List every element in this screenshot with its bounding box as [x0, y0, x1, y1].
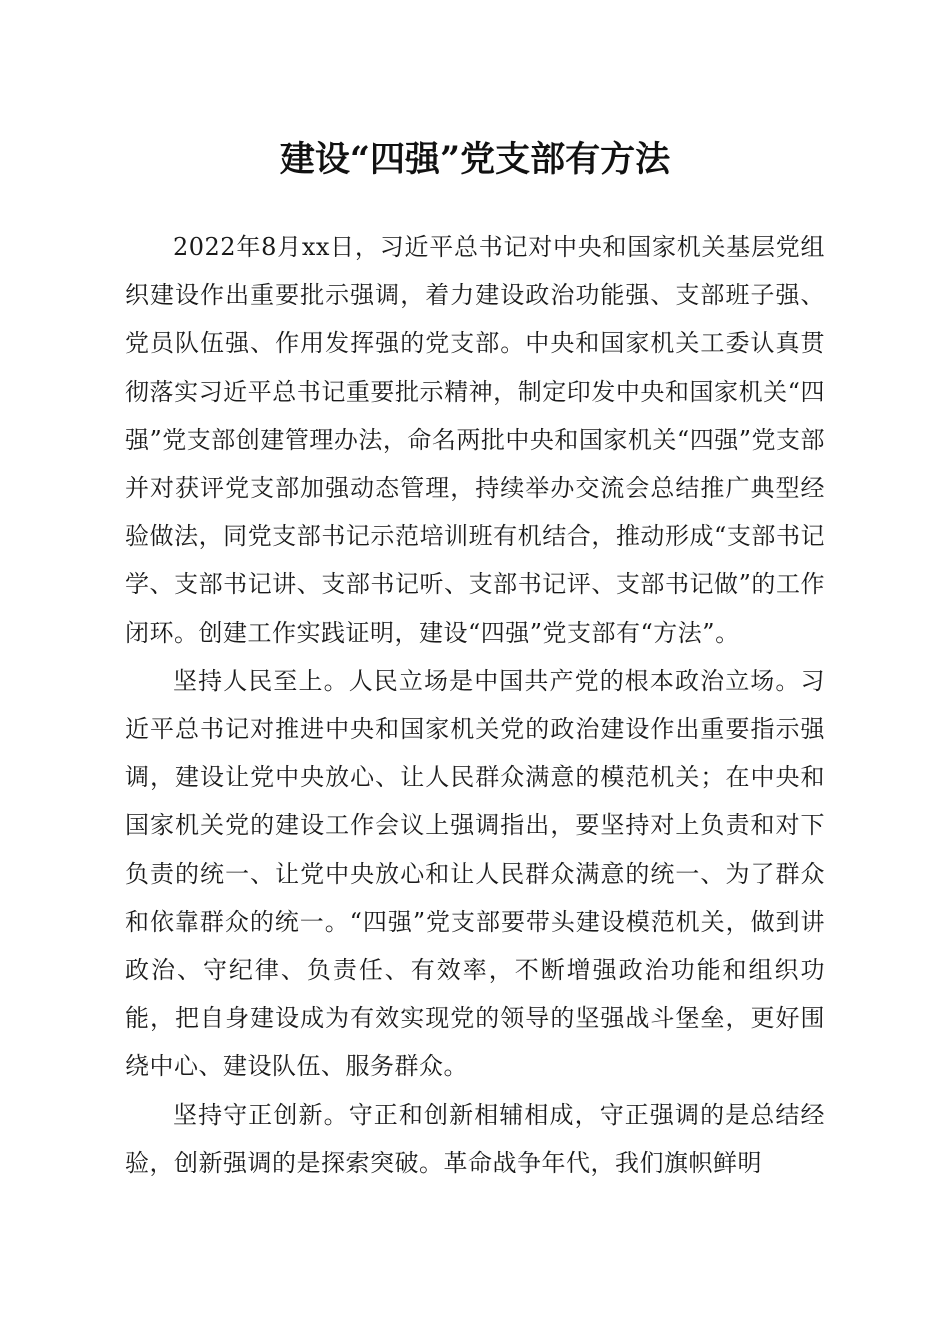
document-title: 建设“四强”党支部有方法 — [279, 139, 671, 180]
document-body — [125, 223, 825, 1187]
paragraph-intro: 2022年8月xx日，习近平总书记对中央和国家机关基层党组织建设作出重要批示强调，着力建设政治功能强、支部班子强、党员队伍强、作用发挥强的党支部。中央和国家机关工委认真贯彻落实习近平总书记重要批示精神，制定印发中央和国家机关“四强”党支部创建管理办法，命名两批中央和国家机关“四强”党支部并对获评党支部加强动态管理，持续举办交流会总结推广典型经验做法，同党支部书记示范培训班有机结合，推动形成“支部书记学、支部书记讲、支部书记听、支部书记评、支部书记做”的工作闭环。创建工作实践证明，建设“四强”党支部有“方法”。 — [125, 233, 825, 647]
paragraph-innovation: 坚持守正创新。守正和创新相辅相成，守正强调的是总结经验，创新强调的是探索突破。革命战争年代，我们旗帜鲜明 — [125, 1100, 825, 1177]
paragraph-people-first: 坚持人民至上。人民立场是中国共产党的根本政治立场。习近平总书记对推进中央和国家机关党的政治建设作出重要指示强调，建设让党中央放心、让人民群众满意的模范机关；在中央和国家机关党的建设工作会议上强调指出，要坚持对上负责和对下负责的统一、让党中央放心和让人民群众满意的统一、为了群众和依靠群众的统一。“四强”党支部要带头建设模范机关，做到讲政治、守纪律、负责任、有效率，不断增强政治功能和组织功能，把自身建设成为有效实现党的领导的坚强战斗堡垒，更好围绕中心、建设队伍、服务群众。 — [125, 666, 825, 1081]
